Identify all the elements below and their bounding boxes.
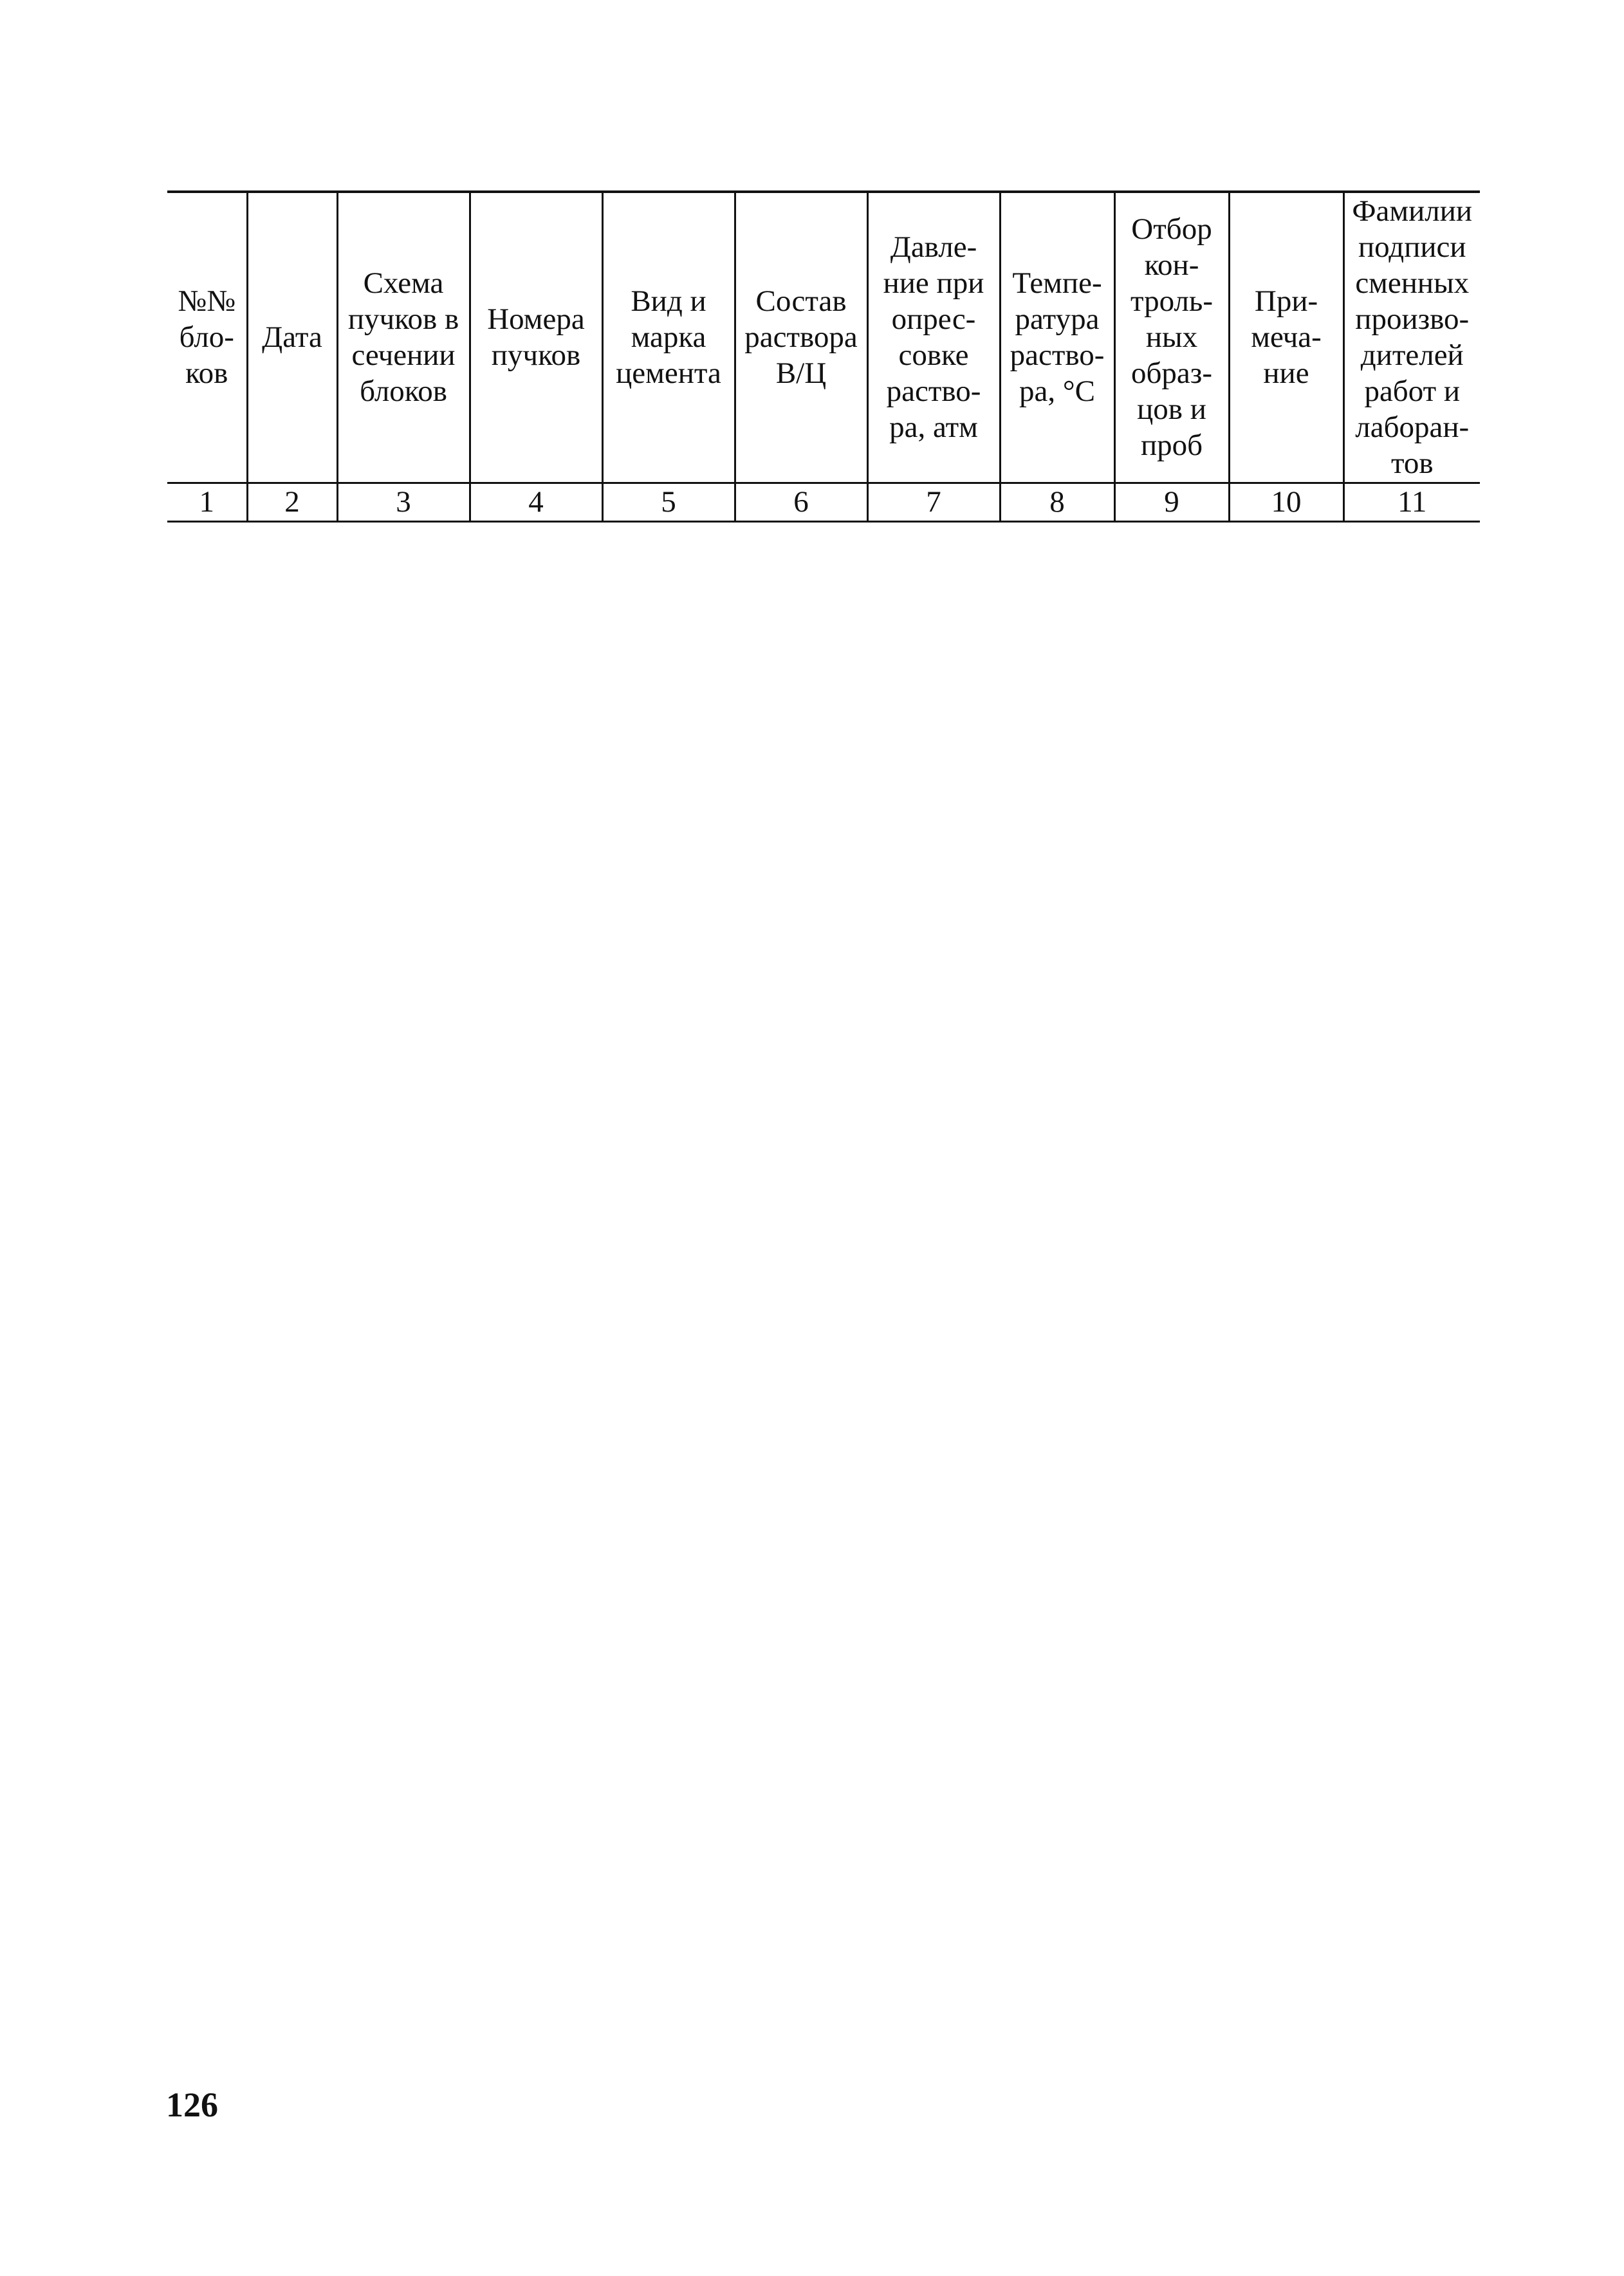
header-signatures: Фамилии подписи сменных произво- дителей работ и лаборан- тов [1343,192,1480,483]
header-date: Дата [247,192,337,483]
column-number: 10 [1229,483,1343,521]
column-number: 11 [1343,483,1480,521]
column-number: 1 [167,483,247,521]
column-number: 8 [1000,483,1114,521]
header-samples: Отбор кон- троль- ных образ- цов и проб [1114,192,1229,483]
header-notes: При- меча- ние [1229,192,1343,483]
header-bundle-scheme: Схема пучков в сечении блоков [337,192,470,483]
header-bundle-numbers: Номера пучков [470,192,602,483]
header-block-numbers: №№ бло- ков [167,192,247,483]
header-row [167,192,1480,483]
page-number: 126 [166,2086,218,2124]
column-number: 4 [470,483,602,521]
column-number: 3 [337,483,470,521]
column-number: 9 [1114,483,1229,521]
column-number-row [167,483,1480,521]
header-temperature: Темпе- ратура раство- ра, °С [1000,192,1114,483]
column-number: 6 [735,483,867,521]
column-number: 2 [247,483,337,521]
column-number: 7 [867,483,1000,521]
header-pressure: Давле- ние при опрес- совке раство- ра, атм [867,192,1000,483]
grouting-journal-table [167,190,1480,523]
column-number: 5 [602,483,735,521]
header-mortar-composition: Состав раствора В/Ц [735,192,867,483]
header-cement-type: Вид и марка цемента [602,192,735,483]
